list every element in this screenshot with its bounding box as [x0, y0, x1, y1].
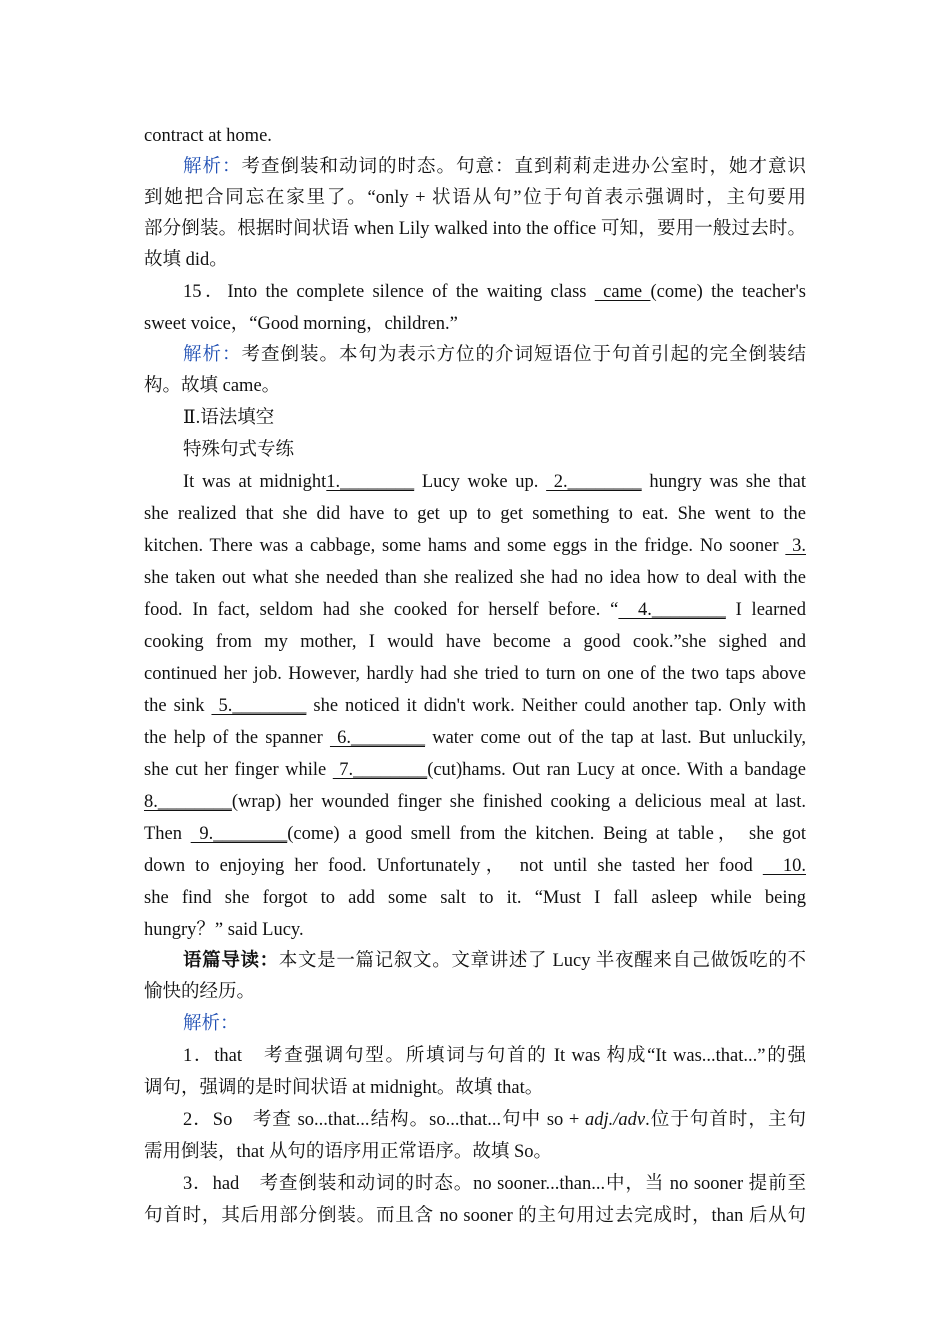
explanation-item-1: [144, 1040, 806, 1104]
text-line: 8.________(wrap) her wounded finger she finished cooking a delicious meal at last.: [144, 792, 806, 812]
text-line: 1．that 考查强调句型。所填词与句首的 It was 构成“It was...that...”的强: [183, 1046, 806, 1066]
guide-label: 语篇导读：: [183, 951, 279, 971]
blank-8: 8.________: [144, 792, 232, 812]
blank-6: 6.________: [329, 728, 426, 748]
text-line: 到她把合同忘在家里了。“only + 状语从句”位于句首表示强调时，主句要用: [144, 188, 806, 208]
blank-2: 2.________: [546, 472, 642, 492]
text-line: food. In fact, seldom had she cooked for herself before. “ 4.________ I learned: [144, 600, 806, 620]
text-line: down to enjoying her food. Unfortunately， not until she tasted her food 10.: [144, 856, 806, 876]
blank-1: 1.________: [326, 472, 415, 492]
text-line: Then 9.________(come) a good smell from the kitchen. Being at table， she got: [144, 824, 806, 844]
analysis-label: 解析：: [183, 157, 242, 177]
text-line: 部分倒装。根据时间状语 when Lily walked into the office 可知，要用一般过去时。: [144, 219, 806, 239]
cloze-passage: [144, 466, 806, 946]
text-line: the help of the spanner 6.________ water come out of the tap at last. But unluckily,: [144, 728, 806, 748]
text-line: 解析：考查倒装和动词的时态。句意：直到莉莉走进办公室时，她才意识: [183, 157, 806, 177]
text-line: the sink 5.________ she noticed it didn't work. Neither could another tap. Only with: [144, 696, 806, 716]
text-line: 2．So 考查 so...that...结构。so...that...句中 so + adj./adv.位于句首时，主句: [183, 1110, 806, 1130]
text-line: 3．had 考查倒装和动词的时态。no sooner...than...中，当 no sooner 提前至: [183, 1174, 806, 1194]
text-line: contract at home.: [144, 126, 272, 146]
analysis-14: [144, 152, 806, 276]
text-line: 调句，强调的是时间状语 at midnight。故填 that。: [144, 1078, 544, 1098]
blank-4: 4.________: [618, 600, 726, 620]
question-number: 15．: [183, 282, 228, 302]
answer-explanations: [144, 1040, 806, 1232]
analysis-label: 解析：: [183, 345, 242, 365]
blank-10: 10.: [762, 856, 806, 876]
explanation-item-3: [144, 1168, 806, 1232]
text-line: 句首时，其后用部分倒装。而且含 no sooner 的主句用过去完成时，than 后从句: [144, 1206, 806, 1226]
blank-7: 7.________: [332, 760, 428, 780]
text-line: 愉快的经历。: [144, 982, 256, 1002]
section-subtitle: 特殊句式专练: [183, 440, 295, 460]
answer-blank: came: [594, 282, 651, 302]
text-line: 解析：考查倒装。本句为表示方位的介词短语位于句首引起的完全倒装结: [183, 345, 806, 365]
text-line: 故填 did。: [144, 250, 228, 270]
text-line: she cut her finger while 7.________(cut)hams. Out ran Lucy at once. With a bandage: [144, 760, 806, 780]
analysis-heading: 解析：: [183, 1014, 239, 1034]
reading-guide: [144, 946, 806, 1008]
text-line: hungry？” said Lucy.: [144, 920, 304, 940]
section-title: Ⅱ.语法填空: [183, 408, 275, 428]
question-15: [144, 276, 806, 340]
text-line: sweet voice，“Good morning，children.”: [144, 314, 458, 334]
blank-5: 5.________: [211, 696, 307, 716]
text-line: cooking from my mother, I would have become a good cook.”she sighed and: [144, 632, 806, 652]
text-line: kitchen. There was a cabbage, some hams and some eggs in the fridge. No sooner 3.: [144, 536, 806, 556]
blank-3: 3.: [785, 536, 806, 556]
text-line: she taken out what she needed than she realized she had no idea how to deal with the: [144, 568, 806, 588]
text-line: It was at midnight1.________ Lucy woke up. 2.________ hungry was she that: [183, 472, 806, 492]
text-line: continued her job. However, hardly had she tried to turn on one of the two taps above: [144, 664, 806, 684]
text-line: 语篇导读：本文是一篇记叙文。文章讲述了 Lucy 半夜醒来自己做饭吃的不: [183, 951, 806, 971]
analysis-15: [144, 340, 806, 402]
blank-9: 9.________: [190, 824, 288, 844]
text-line: 构。故填 came。: [144, 376, 281, 396]
text-line: she realized that she did have to get up to get something to eat. She went to the: [144, 504, 806, 524]
text-line: 15．Into the complete silence of the waiting class came (come) the teacher's: [183, 282, 806, 302]
text-line: 需用倒装，that 从句的语序用正常语序。故填 So。: [144, 1142, 553, 1162]
text-line: she find she forgot to add some salt to it. “Must I fall asleep while being: [144, 888, 806, 908]
explanation-item-2: [144, 1104, 806, 1168]
document-page: [144, 120, 806, 1232]
